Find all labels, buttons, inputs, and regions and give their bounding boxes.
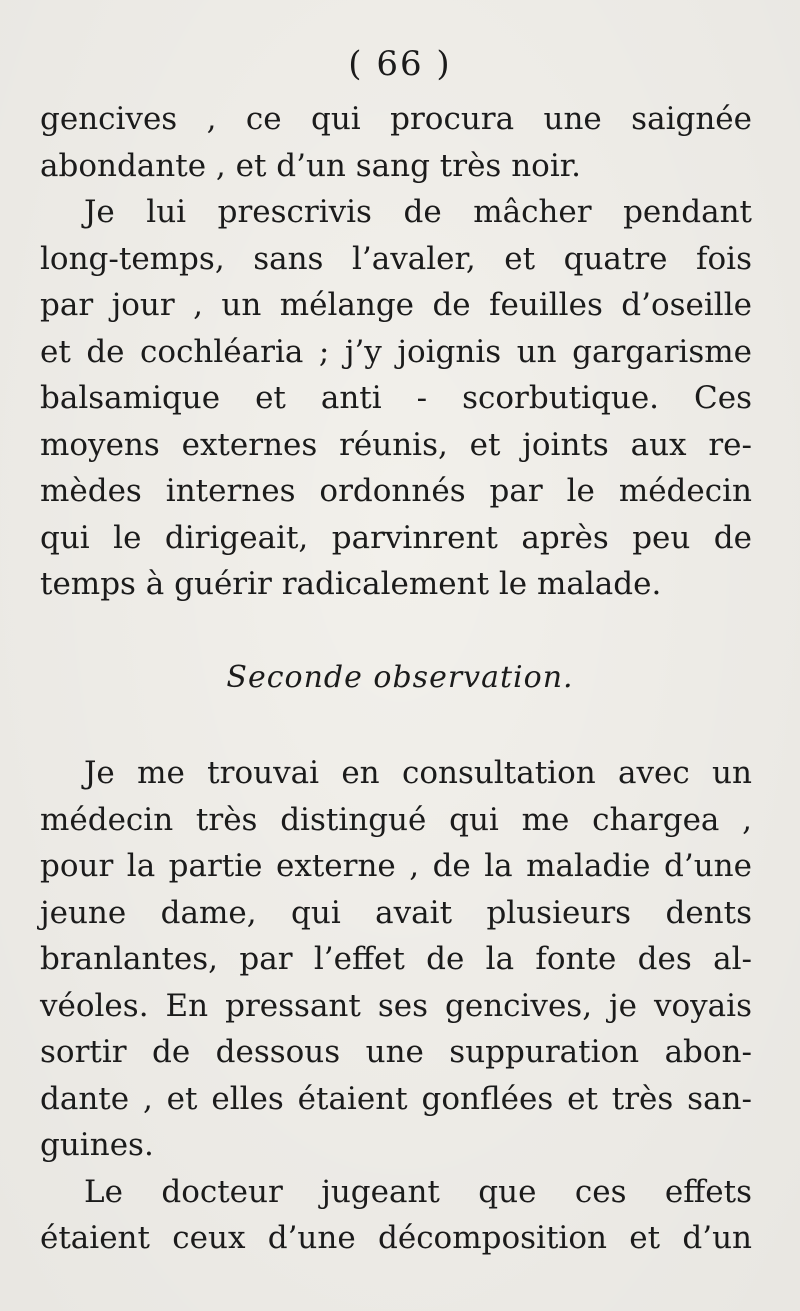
text-line: médecin très distingué qui me chargea ,: [40, 801, 752, 838]
text-line: par jour , un mélange de feuilles d’oseille: [40, 287, 752, 323]
text-line: véoles. En pressant ses gencives, je voyais: [40, 987, 752, 1024]
section-heading: Seconde observation.: [226, 660, 574, 695]
text-line: temps à guérir radicalement le malade.: [40, 566, 662, 602]
page-number: ( 66 ): [348, 44, 452, 84]
text-line: jeune dame, qui avait plusieurs dents: [40, 894, 752, 931]
text-block-bottom: [40, 750, 752, 1262]
text-line: moyens externes réunis, et joints aux re-: [40, 426, 752, 463]
text-line: pour la partie externe , de la maladie d’une: [40, 848, 752, 884]
text-line: Je me trouvai en consultation avec un: [84, 755, 752, 791]
text-line: et de cochléaria ; j’y joignis un gargarisme: [40, 333, 752, 370]
text-block-top: [40, 96, 752, 608]
text-line: gencives , ce qui procura une saignée: [40, 101, 752, 137]
text-line: sortir de dessous une suppuration abon-: [40, 1034, 752, 1070]
text-line: mèdes internes ordonnés par le médecin: [40, 473, 752, 509]
text-line: Je lui prescrivis de mâcher pendant: [84, 194, 752, 230]
text-line: long-temps, sans l’avaler, et quatre fois: [40, 240, 752, 277]
text-line: étaient ceux d’une décomposition et d’un: [40, 1220, 752, 1256]
text-line: branlantes, par l’effet de la fonte des al-: [40, 941, 752, 977]
text-line: balsamique et anti - scorbutique. Ces: [40, 380, 752, 416]
text-line: abondante , et d’un sang très noir.: [40, 147, 582, 184]
text-line: guines.: [40, 1127, 154, 1163]
text-line: dante , et elles étaient gonflées et très san-: [40, 1080, 752, 1117]
text-line: qui le dirigeait, parvinrent après peu de: [40, 519, 752, 556]
text-line: Le docteur jugeant que ces effets: [84, 1173, 752, 1210]
